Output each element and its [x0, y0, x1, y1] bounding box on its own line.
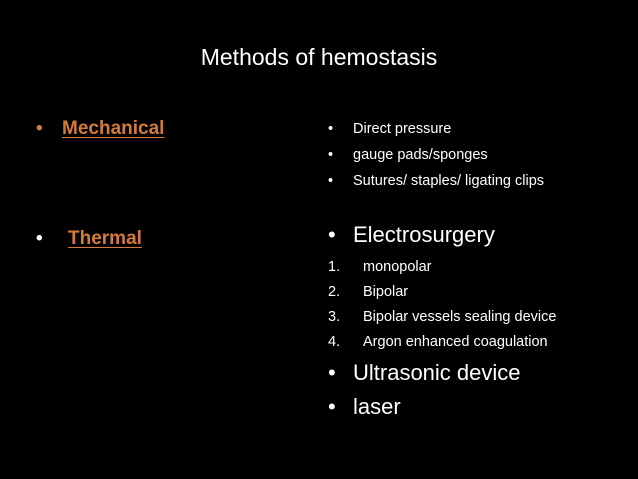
list-number: 2. [328, 283, 341, 300]
list-item-text: Sutures/ staples/ ligating clips [353, 173, 545, 189]
list-item-text: gauge pads/sponges [353, 147, 488, 163]
list-item [328, 329, 556, 354]
list-number: 4. [328, 333, 341, 350]
electrosurgery-label: Electrosurgery [353, 222, 495, 247]
list-item-text: Argon enhanced coagulation [363, 333, 548, 350]
category-mechanical [36, 118, 164, 140]
list-number: 3. [328, 308, 341, 325]
bullet-icon: • [328, 121, 334, 137]
ultrasonic-heading [328, 360, 521, 386]
bullet-icon: • [328, 222, 336, 247]
bullet-icon: • [328, 360, 336, 385]
category-mechanical-label: Mechanical [62, 118, 165, 139]
list-item [328, 116, 544, 142]
bullet-icon: • [36, 118, 43, 139]
bullet-icon: • [328, 147, 334, 163]
list-item-text: Direct pressure [353, 121, 452, 137]
slide-title: Methods of hemostasis [200, 44, 438, 70]
bullet-icon: • [328, 394, 336, 419]
list-item-text: Bipolar [363, 283, 409, 300]
laser-label: laser [353, 394, 401, 419]
category-thermal [36, 228, 142, 250]
ultrasonic-label: Ultrasonic device [353, 360, 521, 385]
list-item [328, 142, 544, 168]
list-item-text: Bipolar vessels sealing device [363, 308, 557, 325]
category-thermal-label: Thermal [68, 228, 142, 249]
mechanical-methods-list [328, 116, 544, 194]
bullet-icon: • [36, 228, 43, 249]
list-number: 1. [328, 258, 341, 275]
list-item [328, 279, 556, 304]
bullet-icon: • [328, 173, 334, 189]
list-item [328, 168, 544, 194]
electrosurgery-list [328, 254, 556, 354]
electrosurgery-heading [328, 222, 495, 248]
list-item-text: monopolar [363, 258, 432, 275]
list-item [328, 254, 556, 279]
list-item [328, 304, 556, 329]
laser-heading [328, 394, 401, 420]
